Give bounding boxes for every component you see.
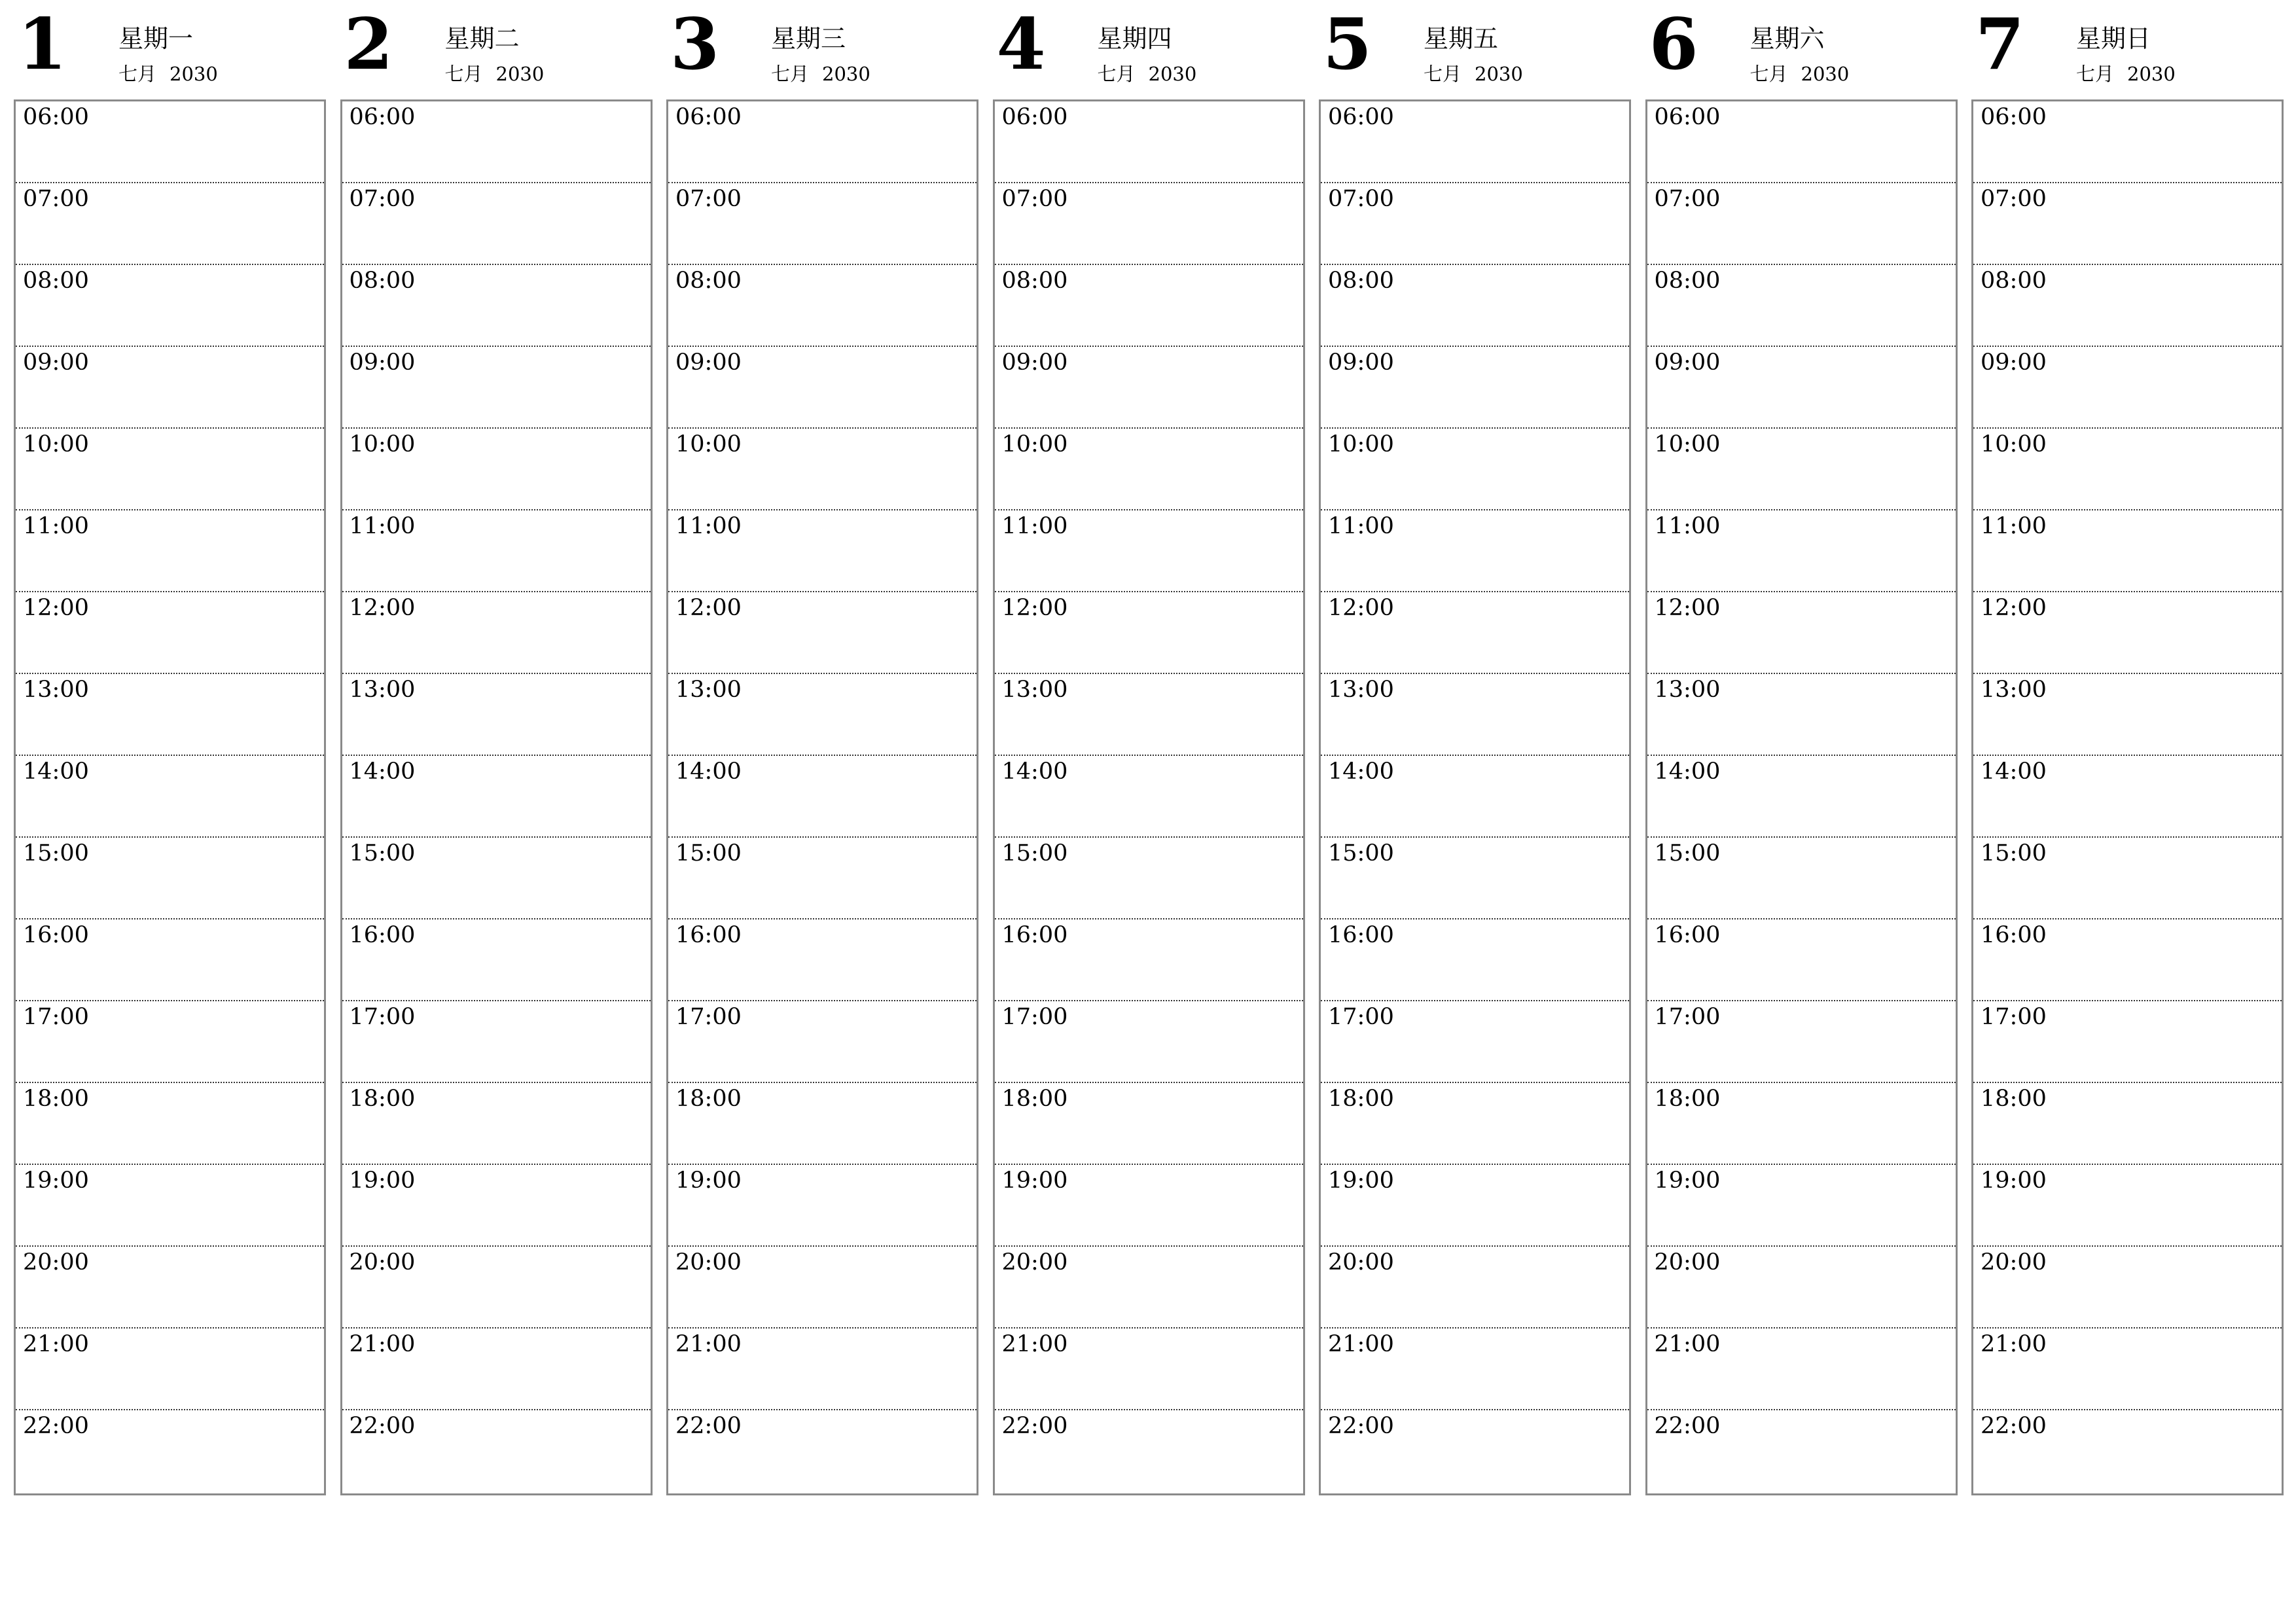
- time-label: 18:00: [23, 1086, 89, 1112]
- time-label: 11:00: [1001, 513, 1068, 539]
- time-slot[interactable]: [16, 429, 324, 510]
- time-label: 14:00: [23, 758, 89, 785]
- time-slot[interactable]: [16, 1165, 324, 1247]
- time-label: 17:00: [1328, 1004, 1394, 1030]
- month-year-label: [2076, 65, 2176, 84]
- time-slot[interactable]: [995, 674, 1303, 756]
- weekday-label: 星期六: [1749, 24, 1825, 53]
- time-slot[interactable]: [1647, 265, 1956, 347]
- time-slot[interactable]: [1973, 674, 2282, 756]
- month-year-label: [445, 65, 545, 84]
- month-label: 七月: [2076, 63, 2115, 85]
- time-label: 21:00: [1654, 1331, 1721, 1357]
- time-label: 06:00: [1654, 104, 1721, 130]
- month-label: 七月: [771, 63, 810, 85]
- time-label: 14:00: [1981, 758, 2047, 785]
- year-label: 2030: [1801, 63, 1850, 85]
- time-slot[interactable]: [1973, 1165, 2282, 1247]
- time-label: 14:00: [1328, 758, 1394, 785]
- time-label: 13:00: [349, 677, 416, 703]
- weekday-label: 星期五: [1424, 24, 1499, 53]
- time-label: 08:00: [1654, 268, 1721, 294]
- time-slot[interactable]: [668, 1329, 977, 1410]
- time-slot[interactable]: [668, 1247, 977, 1329]
- time-label: 14:00: [1001, 758, 1068, 785]
- year-label: 2030: [2127, 63, 2176, 85]
- time-slot[interactable]: [342, 101, 651, 183]
- time-slot[interactable]: [668, 838, 977, 919]
- time-slot[interactable]: [1647, 1083, 1956, 1165]
- time-label: 06:00: [23, 104, 89, 130]
- time-label: 10:00: [349, 431, 416, 457]
- time-label: 19:00: [675, 1168, 742, 1194]
- time-label: 12:00: [349, 595, 416, 621]
- day-number: 7: [1975, 3, 2025, 86]
- time-slot[interactable]: [995, 1001, 1303, 1083]
- month-label: 七月: [444, 63, 483, 85]
- time-slot[interactable]: [995, 347, 1303, 429]
- time-slot[interactable]: [668, 510, 977, 592]
- time-label: 17:00: [349, 1004, 416, 1030]
- day-number: 1: [18, 3, 67, 86]
- time-label: 11:00: [1981, 513, 2047, 539]
- time-slot[interactable]: [16, 1329, 324, 1410]
- day-number: 3: [670, 3, 720, 86]
- time-label: 17:00: [1001, 1004, 1068, 1030]
- time-label: 15:00: [1328, 840, 1394, 866]
- time-slot[interactable]: [668, 919, 977, 1001]
- time-label: 14:00: [1654, 758, 1721, 785]
- time-slot[interactable]: [1973, 838, 2282, 919]
- time-slot[interactable]: [995, 510, 1303, 592]
- time-slot[interactable]: [342, 183, 651, 265]
- time-label: 14:00: [675, 758, 742, 785]
- weekday-label: 星期三: [771, 24, 846, 53]
- time-slot[interactable]: [1647, 1410, 1956, 1492]
- time-label: 19:00: [1981, 1168, 2047, 1194]
- time-label: 06:00: [675, 104, 742, 130]
- time-slot[interactable]: [1973, 592, 2282, 674]
- time-label: 06:00: [1328, 104, 1394, 130]
- time-slot[interactable]: [668, 756, 977, 838]
- time-slot[interactable]: [1321, 592, 1629, 674]
- time-slot[interactable]: [668, 592, 977, 674]
- time-label: 09:00: [1328, 349, 1394, 376]
- month-year-label: [118, 65, 218, 84]
- time-slot[interactable]: [1647, 1165, 1956, 1247]
- time-slot[interactable]: [1321, 756, 1629, 838]
- time-label: 22:00: [1654, 1413, 1721, 1439]
- time-slot[interactable]: [668, 1410, 977, 1492]
- time-slot[interactable]: [1321, 919, 1629, 1001]
- time-label: 21:00: [349, 1331, 416, 1357]
- time-slot[interactable]: [16, 265, 324, 347]
- year-label: 2030: [1148, 63, 1197, 85]
- time-slot[interactable]: [1973, 510, 2282, 592]
- month-year-label: [1424, 65, 1523, 84]
- time-label: 10:00: [675, 431, 742, 457]
- time-label: 20:00: [1001, 1249, 1068, 1275]
- time-slot[interactable]: [342, 510, 651, 592]
- time-slot[interactable]: [342, 1083, 651, 1165]
- time-label: 09:00: [23, 349, 89, 376]
- weekday-label: 星期四: [1097, 24, 1172, 53]
- time-slot[interactable]: [668, 674, 977, 756]
- time-slot[interactable]: [1973, 183, 2282, 265]
- time-label: 16:00: [1981, 922, 2047, 948]
- time-slot[interactable]: [1321, 429, 1629, 510]
- time-slot[interactable]: [995, 1083, 1303, 1165]
- time-label: 13:00: [1654, 677, 1721, 703]
- time-label: 08:00: [349, 268, 416, 294]
- schedule-box: [14, 99, 326, 1495]
- time-label: 21:00: [1981, 1331, 2047, 1357]
- time-label: 07:00: [23, 186, 89, 212]
- time-slot[interactable]: [1647, 919, 1956, 1001]
- time-label: 12:00: [1001, 595, 1068, 621]
- time-slot[interactable]: [1647, 183, 1956, 265]
- time-label: 21:00: [675, 1331, 742, 1357]
- time-label: 07:00: [1654, 186, 1721, 212]
- time-slot[interactable]: [668, 1165, 977, 1247]
- time-slot[interactable]: [16, 838, 324, 919]
- month-year-label: [1750, 65, 1850, 84]
- time-slot[interactable]: [1647, 1001, 1956, 1083]
- time-label: 08:00: [1328, 268, 1394, 294]
- time-label: 08:00: [1001, 268, 1068, 294]
- time-slot[interactable]: [668, 1083, 977, 1165]
- time-slot[interactable]: [1973, 919, 2282, 1001]
- time-slot[interactable]: [16, 347, 324, 429]
- time-label: 17:00: [1654, 1004, 1721, 1030]
- time-label: 07:00: [1981, 186, 2047, 212]
- time-label: 16:00: [1654, 922, 1721, 948]
- time-label: 19:00: [349, 1168, 416, 1194]
- time-slot[interactable]: [1321, 101, 1629, 183]
- time-slot[interactable]: [16, 510, 324, 592]
- time-label: 11:00: [349, 513, 416, 539]
- time-label: 22:00: [1001, 1413, 1068, 1439]
- time-label: 13:00: [1328, 677, 1394, 703]
- time-label: 18:00: [675, 1086, 742, 1112]
- time-slot[interactable]: [342, 1165, 651, 1247]
- time-slot[interactable]: [668, 265, 977, 347]
- time-label: 22:00: [675, 1413, 742, 1439]
- time-slot[interactable]: [1973, 1083, 2282, 1165]
- time-slot[interactable]: [995, 265, 1303, 347]
- time-slot[interactable]: [342, 756, 651, 838]
- year-label: 2030: [170, 63, 218, 85]
- time-slot[interactable]: [1321, 510, 1629, 592]
- schedule-box: [340, 99, 653, 1495]
- time-label: 19:00: [1654, 1168, 1721, 1194]
- month-year-label: [771, 65, 870, 84]
- time-slot[interactable]: [1973, 101, 2282, 183]
- time-label: 11:00: [1328, 513, 1394, 539]
- time-slot[interactable]: [1647, 592, 1956, 674]
- time-slot[interactable]: [1321, 183, 1629, 265]
- time-slot[interactable]: [995, 183, 1303, 265]
- schedule-box: [1319, 99, 1631, 1495]
- time-slot[interactable]: [16, 919, 324, 1001]
- time-slot[interactable]: [342, 919, 651, 1001]
- time-slot[interactable]: [342, 1410, 651, 1492]
- time-slot[interactable]: [1973, 1410, 2282, 1492]
- time-slot[interactable]: [16, 592, 324, 674]
- time-label: 09:00: [1654, 349, 1721, 376]
- time-slot[interactable]: [16, 1001, 324, 1083]
- time-label: 09:00: [675, 349, 742, 376]
- time-label: 16:00: [1001, 922, 1068, 948]
- time-slot[interactable]: [668, 183, 977, 265]
- time-label: 08:00: [675, 268, 742, 294]
- time-label: 10:00: [1654, 431, 1721, 457]
- time-label: 18:00: [1654, 1086, 1721, 1112]
- time-slot[interactable]: [342, 347, 651, 429]
- time-label: 17:00: [675, 1004, 742, 1030]
- time-label: 10:00: [23, 431, 89, 457]
- time-slot[interactable]: [1647, 347, 1956, 429]
- time-slot[interactable]: [995, 101, 1303, 183]
- time-label: 13:00: [1981, 677, 2047, 703]
- day-column: [993, 0, 1305, 1499]
- time-slot[interactable]: [16, 1083, 324, 1165]
- time-label: 12:00: [1981, 595, 2047, 621]
- time-slot[interactable]: [16, 183, 324, 265]
- time-label: 12:00: [1328, 595, 1394, 621]
- time-slot[interactable]: [668, 347, 977, 429]
- time-label: 18:00: [1981, 1086, 2047, 1112]
- time-label: 07:00: [675, 186, 742, 212]
- month-label: 七月: [118, 63, 157, 85]
- day-column: [1319, 0, 1631, 1499]
- time-label: 08:00: [1981, 268, 2047, 294]
- time-label: 12:00: [1654, 595, 1721, 621]
- time-slot[interactable]: [1973, 1247, 2282, 1329]
- year-label: 2030: [822, 63, 870, 85]
- weekday-label: 星期日: [2076, 24, 2151, 53]
- time-label: 06:00: [1981, 104, 2047, 130]
- day-number: 6: [1649, 3, 1698, 86]
- time-slot[interactable]: [1973, 1001, 2282, 1083]
- time-slot[interactable]: [16, 1410, 324, 1492]
- time-label: 16:00: [1328, 922, 1394, 948]
- day-column: [666, 0, 978, 1499]
- time-slot[interactable]: [1647, 674, 1956, 756]
- time-slot[interactable]: [342, 1329, 651, 1410]
- time-label: 09:00: [1001, 349, 1068, 376]
- time-slot[interactable]: [1647, 510, 1956, 592]
- time-label: 21:00: [1328, 1331, 1394, 1357]
- time-label: 21:00: [1001, 1331, 1068, 1357]
- time-slot[interactable]: [995, 1410, 1303, 1492]
- time-label: 17:00: [23, 1004, 89, 1030]
- month-label: 七月: [1749, 63, 1788, 85]
- time-label: 18:00: [349, 1086, 416, 1112]
- time-slot[interactable]: [995, 1247, 1303, 1329]
- schedule-box: [993, 99, 1305, 1495]
- day-number: 4: [996, 3, 1046, 86]
- time-slot[interactable]: [342, 265, 651, 347]
- year-label: 2030: [1475, 63, 1523, 85]
- day-column: [340, 0, 653, 1499]
- time-slot[interactable]: [1321, 838, 1629, 919]
- time-label: 13:00: [675, 677, 742, 703]
- time-label: 19:00: [23, 1168, 89, 1194]
- time-label: 11:00: [675, 513, 742, 539]
- day-number: 2: [344, 3, 393, 86]
- time-slot[interactable]: [995, 756, 1303, 838]
- time-slot[interactable]: [995, 1165, 1303, 1247]
- time-label: 20:00: [1981, 1249, 2047, 1275]
- time-label: 16:00: [349, 922, 416, 948]
- time-slot[interactable]: [668, 429, 977, 510]
- time-slot[interactable]: [995, 838, 1303, 919]
- month-year-label: [1098, 65, 1197, 84]
- schedule-box: [1645, 99, 1958, 1495]
- time-label: 20:00: [349, 1249, 416, 1275]
- time-label: 16:00: [675, 922, 742, 948]
- day-column: [1971, 0, 2284, 1499]
- time-slot[interactable]: [1321, 674, 1629, 756]
- time-label: 15:00: [675, 840, 742, 866]
- time-slot[interactable]: [1321, 347, 1629, 429]
- time-slot[interactable]: [1321, 1083, 1629, 1165]
- time-slot[interactable]: [668, 1001, 977, 1083]
- time-label: 11:00: [1654, 513, 1721, 539]
- time-slot[interactable]: [342, 592, 651, 674]
- time-slot[interactable]: [1973, 265, 2282, 347]
- time-slot[interactable]: [995, 592, 1303, 674]
- time-slot[interactable]: [16, 1247, 324, 1329]
- time-label: 22:00: [1328, 1413, 1394, 1439]
- day-number: 5: [1323, 3, 1372, 86]
- time-slot[interactable]: [1973, 756, 2282, 838]
- time-slot[interactable]: [1647, 429, 1956, 510]
- time-slot[interactable]: [995, 919, 1303, 1001]
- time-label: 10:00: [1328, 431, 1394, 457]
- time-slot[interactable]: [16, 756, 324, 838]
- time-label: 20:00: [1654, 1249, 1721, 1275]
- time-label: 08:00: [23, 268, 89, 294]
- time-slot[interactable]: [1973, 347, 2282, 429]
- time-label: 17:00: [1981, 1004, 2047, 1030]
- time-slot[interactable]: [1321, 265, 1629, 347]
- time-slot[interactable]: [1647, 1247, 1956, 1329]
- time-slot[interactable]: [1321, 1165, 1629, 1247]
- day-column: [14, 0, 326, 1499]
- time-label: 22:00: [349, 1413, 416, 1439]
- day-column: [1645, 0, 1958, 1499]
- time-label: 22:00: [23, 1413, 89, 1439]
- time-slot[interactable]: [1973, 429, 2282, 510]
- year-label: 2030: [495, 63, 545, 85]
- time-label: 10:00: [1001, 431, 1068, 457]
- time-label: 15:00: [349, 840, 416, 866]
- time-slot[interactable]: [342, 674, 651, 756]
- time-slot[interactable]: [1647, 1329, 1956, 1410]
- time-label: 10:00: [1981, 431, 2047, 457]
- time-slot[interactable]: [1647, 101, 1956, 183]
- time-label: 07:00: [1001, 186, 1068, 212]
- time-slot[interactable]: [995, 429, 1303, 510]
- time-slot[interactable]: [342, 429, 651, 510]
- time-slot[interactable]: [1647, 756, 1956, 838]
- time-label: 13:00: [1001, 677, 1068, 703]
- time-slot[interactable]: [342, 1247, 651, 1329]
- time-label: 09:00: [349, 349, 416, 376]
- time-label: 12:00: [23, 595, 89, 621]
- time-label: 22:00: [1981, 1413, 2047, 1439]
- time-slot[interactable]: [995, 1329, 1303, 1410]
- time-slot[interactable]: [1321, 1247, 1629, 1329]
- time-slot[interactable]: [1647, 838, 1956, 919]
- time-label: 18:00: [1328, 1086, 1394, 1112]
- time-label: 13:00: [23, 677, 89, 703]
- time-slot[interactable]: [668, 101, 977, 183]
- month-label: 七月: [1097, 63, 1136, 85]
- time-label: 21:00: [23, 1331, 89, 1357]
- time-label: 20:00: [675, 1249, 742, 1275]
- time-label: 09:00: [1981, 349, 2047, 376]
- time-label: 20:00: [1328, 1249, 1394, 1275]
- schedule-box: [1971, 99, 2284, 1495]
- time-label: 06:00: [349, 104, 416, 130]
- time-label: 07:00: [1328, 186, 1394, 212]
- time-slot[interactable]: [16, 674, 324, 756]
- time-label: 15:00: [1001, 840, 1068, 866]
- time-slot[interactable]: [1321, 1001, 1629, 1083]
- time-label: 12:00: [675, 595, 742, 621]
- time-label: 06:00: [1001, 104, 1068, 130]
- time-slot[interactable]: [1321, 1329, 1629, 1410]
- month-label: 七月: [1424, 63, 1462, 85]
- time-label: 11:00: [23, 513, 89, 539]
- time-label: 18:00: [1001, 1086, 1068, 1112]
- time-label: 16:00: [23, 922, 89, 948]
- time-slot[interactable]: [342, 1001, 651, 1083]
- time-label: 19:00: [1001, 1168, 1068, 1194]
- time-label: 15:00: [1654, 840, 1721, 866]
- time-slot[interactable]: [1321, 1410, 1629, 1492]
- time-label: 15:00: [1981, 840, 2047, 866]
- time-label: 07:00: [349, 186, 416, 212]
- weekday-label: 星期二: [444, 24, 520, 53]
- schedule-box: [666, 99, 978, 1495]
- time-label: 19:00: [1328, 1168, 1394, 1194]
- time-label: 14:00: [349, 758, 416, 785]
- time-slot[interactable]: [16, 101, 324, 183]
- time-slot[interactable]: [1973, 1329, 2282, 1410]
- time-label: 20:00: [23, 1249, 89, 1275]
- time-slot[interactable]: [342, 838, 651, 919]
- weekday-label: 星期一: [118, 24, 194, 53]
- time-label: 15:00: [23, 840, 89, 866]
